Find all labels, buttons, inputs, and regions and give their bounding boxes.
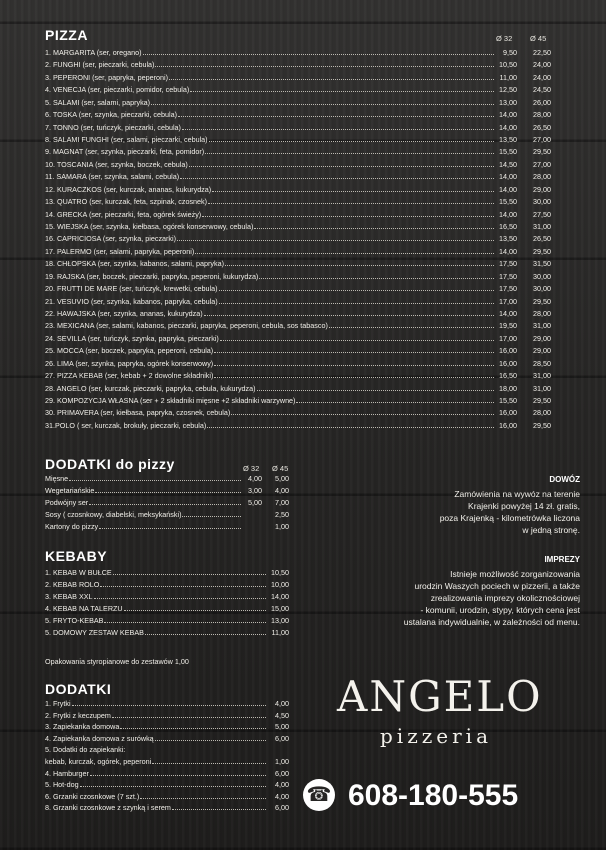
dodatki-pizza-item-price-large: 5,00	[275, 474, 289, 483]
pizza-item-name: 27. PIZZA KEBAB (ser, kebab + 2 dowolne składniki)	[45, 371, 214, 381]
pizza-item-price-small: 16,00	[499, 408, 517, 418]
dodatki-pizza-item-name: Mięsne	[45, 474, 69, 483]
dodatki-pizza-item-name: Podwójny ser	[45, 498, 89, 507]
kebab-item-price: 10,50	[271, 568, 289, 577]
dot-leader	[151, 103, 494, 105]
pizza-item-name: 17. PALERMO (ser, salami, papryka, peperoni)	[45, 246, 195, 256]
dot-leader	[177, 239, 494, 241]
kebab-item-row	[45, 592, 289, 602]
pizza-item-name: 25. MOCCA (ser, boczek, papryka, peperoni, cebula)	[45, 346, 214, 356]
dodatki-item-row	[45, 711, 289, 721]
dot-leader	[182, 515, 241, 517]
dodatki-item-row	[45, 734, 289, 744]
dodatki-item-price: 4,00	[275, 780, 289, 790]
dot-leader	[195, 252, 494, 254]
dodatki-title: DODATKI	[45, 681, 112, 697]
dot-leader	[120, 727, 266, 729]
dodatki-item-row	[45, 722, 289, 732]
pizza-item-name: 26. LIMA (ser, szynka, papryka, ogórek konserwowy)	[45, 358, 214, 368]
pizza-item-price-small: 17,00	[499, 333, 517, 343]
pizza-item-name: 30. PRIMAVERA (ser, kiełbasa, papryka, czosnek, cebula)	[45, 408, 231, 418]
dodatki-item-row	[45, 780, 289, 790]
pizza-item-price-large: 24,50	[533, 85, 551, 95]
pizzeria-subtitle: pizzeria	[380, 724, 492, 748]
kebab-item-row	[45, 616, 289, 626]
telephone-icon: ☎	[303, 779, 335, 811]
dot-leader	[202, 215, 494, 217]
pizza-item-name: 31.POLO ( ser, kurczak, brokuły, pieczarki, cebula)	[45, 420, 207, 430]
pizza-item-price-small: 17,50	[499, 271, 517, 281]
pizza-item-price-large: 29,00	[533, 333, 551, 343]
dodatki-item-price: 6,00	[275, 733, 289, 743]
pizza-item-row	[45, 297, 551, 307]
pizza-item-row	[45, 160, 551, 170]
pizza-item-price-large: 30,00	[533, 271, 551, 281]
dot-leader	[225, 264, 494, 266]
phone-number[interactable]: 608-180-555	[348, 779, 519, 812]
dot-leader	[100, 585, 266, 587]
pizza-item-price-small: 16,00	[499, 358, 517, 368]
pizza-item-price-large: 29,50	[533, 246, 551, 256]
dodatki-pizza-item-price-large: 2,50	[275, 510, 289, 519]
dodatki-item-row	[45, 792, 289, 802]
pizza-size-32-header: Ø 32	[496, 34, 513, 43]
pizza-item-name: 24. SEVILLA (ser, tuńczyk, szynka, papryka, pieczarki)	[45, 333, 219, 343]
pizza-item-price-small: 13,00	[499, 97, 517, 107]
dowoz-text	[320, 488, 580, 536]
pizza-item-name: 7. TONNO (ser, tuńczyk, pieczarki, cebula)	[45, 122, 181, 132]
kebab-item-name: 3. KEBAB XXL	[45, 592, 93, 601]
dodatki-item-name: 3. Zapiekanka domowa	[45, 722, 120, 732]
dodatki-item-price: 6,00	[275, 768, 289, 778]
pizza-item-name: 1. MARGARITA (ser, oregano)	[45, 48, 142, 57]
pizza-item-row	[45, 334, 551, 344]
dot-leader	[113, 573, 266, 575]
kebab-item-row	[45, 580, 289, 590]
dot-leader	[145, 633, 266, 635]
dodatki-item-name: 5. Dodatki do zapiekanki:	[45, 745, 126, 755]
dot-leader	[95, 491, 241, 493]
pizza-item-name: 11. SAMARA (ser, szynka, salami, cebula)	[45, 172, 180, 182]
dot-leader	[89, 503, 241, 505]
dot-leader	[72, 704, 266, 706]
pizza-item-price-small: 17,00	[499, 296, 517, 306]
dot-leader	[155, 739, 266, 741]
pizza-item-name: 19. RAJSKA (ser, boczek, pieczarki, papryka, peperoni, kukurydza)	[45, 271, 259, 281]
kebab-item-row	[45, 628, 289, 638]
pizza-item-price-small: 11,00	[499, 72, 517, 82]
dot-leader	[169, 78, 494, 80]
pizza-item-price-large: 24,00	[533, 72, 551, 82]
dot-leader	[112, 716, 266, 718]
pizza-item-price-small: 14,00	[499, 172, 517, 182]
pizza-item-price-large: 27,00	[533, 135, 551, 144]
dodatki-item-row	[45, 769, 289, 779]
dot-leader	[90, 774, 266, 776]
kebab-item-row	[45, 604, 289, 614]
pizza-item-price-large: 26,50	[533, 234, 551, 244]
angelo-logo: ANGELO	[337, 672, 543, 721]
dot-leader	[155, 65, 494, 67]
dot-leader	[207, 426, 494, 428]
pizza-item-name: 6. TOSKA (ser, szynka, pieczarki, cebula)	[45, 110, 177, 120]
pizza-item-price-small: 18,00	[499, 383, 517, 393]
dodatki-item-name: 2. Frytki z keczupem	[45, 710, 111, 720]
dot-leader	[219, 289, 494, 291]
dot-leader	[259, 277, 494, 279]
dot-leader	[182, 128, 494, 130]
dodatki-item-price: 4,50	[275, 710, 289, 720]
dowoz-title: DOWÓZ	[549, 475, 580, 484]
pizza-item-row	[45, 85, 551, 95]
pizza-item-row	[45, 247, 551, 257]
pizza-item-price-large: 30,00	[533, 197, 551, 207]
pizza-item-row	[45, 110, 551, 120]
pizza-item-row	[45, 259, 551, 269]
kebab-item-price: 14,00	[271, 592, 289, 601]
dodatki-item-row	[45, 757, 289, 767]
dot-leader	[214, 376, 494, 378]
imprezy-line: zrealizowania imprezy okolicznościowej	[430, 593, 580, 603]
pizza-item-row	[45, 98, 551, 108]
pizza-item-price-small: 14,00	[499, 209, 517, 219]
pizza-item-price-small: 10,50	[499, 60, 517, 70]
pizza-item-price-large: 31,00	[533, 383, 551, 393]
pizza-item-price-large: 28,00	[533, 309, 551, 319]
pizza-item-row	[45, 359, 551, 369]
dowoz-line: Krajenki powyżej 14 zł. gratis,	[468, 501, 580, 511]
dodatki-pizza-item-row	[45, 522, 289, 532]
pizza-item-name: 15. WIEJSKA (ser, szynka, kiełbasa, ogórek konserwowy, cebula)	[45, 222, 254, 232]
dodatki-pizza-size-32-header: Ø 32	[243, 464, 260, 473]
dot-leader	[143, 53, 494, 55]
pizza-item-row	[45, 384, 551, 394]
kebab-item-name: 5. DOMOWY ZESTAW KEBAB	[45, 628, 144, 637]
dowoz-line: poza Krajenką - kilometrówka liczona	[439, 513, 580, 523]
dodatki-item-name: 6. Grzanki czosnkowe (7 szt.)	[45, 791, 140, 801]
kebab-item-name: 2. KEBAB ROLO	[45, 580, 100, 589]
pizza-item-name: 16. CAPRICIOSA (ser, szynka, pieczarki)	[45, 234, 177, 244]
pizza-item-name: 23. MEXICANA (ser, salami, kabanos, pieczarki, papryka, peperoni, cebula, sos tabasco)	[45, 321, 328, 331]
pizza-item-row	[45, 185, 551, 195]
dodatki-pizza-title: DODATKI do pizzy	[45, 456, 175, 472]
dodatki-item-name: 4. Zapiekanka domowa z surówką	[45, 733, 154, 743]
dodatki-item-name: kebab, kurczak, ogórek, peperoni	[45, 757, 152, 766]
dot-leader	[190, 90, 494, 92]
dodatki-item-price: 1,00	[275, 757, 289, 766]
pizza-item-price-small: 15,50	[499, 197, 517, 207]
pizza-item-price-small: 14,00	[499, 110, 517, 120]
pizza-item-row	[45, 147, 551, 157]
pizza-item-row	[45, 396, 551, 406]
pizza-item-row	[45, 234, 551, 244]
pizza-item-price-small: 12,50	[499, 85, 517, 95]
kebab-item-name: 1. KEBAB W BUŁCE	[45, 568, 112, 577]
kebab-item-price: 11,00	[271, 628, 289, 637]
dodatki-item-row	[45, 745, 125, 755]
pizza-item-price-large: 26,50	[533, 122, 551, 132]
dodatki-item-row	[45, 699, 289, 709]
dot-leader	[212, 190, 494, 192]
pizza-size-45-header: Ø 45	[530, 34, 547, 43]
pizza-item-price-small: 14,50	[499, 159, 517, 169]
pizza-item-price-small: 17,50	[499, 284, 517, 294]
pizza-item-price-large: 29,50	[533, 396, 551, 406]
dodatki-pizza-item-price-small: 3,00	[248, 486, 262, 495]
pizza-item-price-small: 9,50	[503, 48, 517, 57]
pizza-item-price-large: 28,00	[533, 408, 551, 418]
dot-leader	[296, 401, 494, 403]
pizza-item-row	[45, 197, 551, 207]
pizza-item-price-large: 31,00	[533, 321, 551, 331]
pizza-item-row	[45, 210, 551, 220]
imprezy-line: Istnieje możliwość zorganizowania	[450, 569, 580, 579]
dot-leader	[220, 339, 494, 341]
pizza-item-price-large: 27,00	[533, 159, 551, 169]
pizza-item-name: 10. TOSCANIA (ser, szynka, boczek, cebula)	[45, 159, 188, 169]
pizza-item-row	[45, 421, 551, 431]
pizza-item-row	[45, 172, 551, 182]
dot-leader	[124, 609, 266, 611]
pizza-item-price-small: 16,50	[499, 371, 517, 381]
pizza-item-price-large: 28,00	[533, 110, 551, 120]
dot-leader	[189, 165, 494, 167]
dot-leader	[208, 202, 494, 204]
dodatki-item-price: 4,00	[275, 699, 289, 708]
dodatki-item-price: 4,00	[275, 791, 289, 801]
pizza-item-price-large: 28,50	[533, 358, 551, 368]
pizza-item-name: 9. MAGNAT (ser, szynka, pieczarki, feta, pomidor)	[45, 147, 205, 157]
dot-leader	[172, 808, 266, 810]
pizza-item-price-small: 14,00	[499, 246, 517, 256]
dodatki-pizza-item-name: Kartony do pizzy	[45, 522, 99, 531]
pizza-item-price-large: 28,00	[533, 172, 551, 182]
pizza-item-name: 4. VENECJA (ser, pieczarki, pomidor, cebula)	[45, 85, 190, 95]
pizza-item-name: 22. HAWAJSKA (ser, szynka, ananas, kukurydza)	[45, 309, 203, 319]
dot-leader	[214, 351, 494, 353]
pizza-item-name: 18. CHŁOPSKA (ser, szynka, kabanos, salami, papryka)	[45, 259, 224, 269]
dodatki-pizza-item-row	[45, 486, 289, 496]
imprezy-title: IMPREZY	[544, 555, 580, 564]
pizza-item-price-small: 17,50	[499, 259, 517, 269]
pizza-item-name: 3. PEPERONI (ser, papryka, peperoni)	[45, 72, 169, 82]
pizza-item-price-large: 31,00	[533, 371, 551, 381]
dot-leader	[257, 389, 494, 391]
dot-leader	[104, 621, 266, 623]
imprezy-text	[280, 568, 580, 628]
dodatki-item-name: 1. Frytki	[45, 699, 71, 708]
dot-leader	[329, 326, 494, 328]
imprezy-line: ustalana indywidualnie, w zależności od menu.	[403, 617, 580, 627]
kebab-item-row	[45, 568, 289, 578]
dodatki-item-name: 4. Hamburger	[45, 768, 89, 778]
pizza-item-price-large: 29,00	[533, 346, 551, 356]
dodatki-pizza-item-name: Sosy ( czosnkowy, diabelski, meksykański)	[45, 510, 182, 519]
pizza-item-name: 12. KURACZKOS (ser, kurczak, ananas, kukurydza)	[45, 184, 212, 194]
kebab-item-price: 10,00	[271, 580, 289, 589]
dot-leader	[204, 314, 494, 316]
pizza-item-row	[45, 408, 551, 418]
pizza-item-price-small: 15,50	[499, 147, 517, 157]
dot-leader	[94, 597, 266, 599]
imprezy-line: urodzin Waszych pociech w pizzerii, a także	[414, 581, 580, 591]
dodatki-item-price: 5,00	[275, 722, 289, 732]
pizza-item-price-small: 13,50	[499, 135, 517, 144]
dot-leader	[180, 177, 494, 179]
dot-leader	[140, 797, 266, 799]
dot-leader	[205, 152, 494, 154]
pizza-item-name: 28. ANGELO (ser, kurczak, pieczarki, papryka, cebula, kukurydza)	[45, 383, 256, 393]
dodatki-item-price: 6,00	[275, 803, 289, 813]
pizza-item-name: 8. SALAMI FUNGHI (ser, salami, pieczarki, cebula)	[45, 135, 208, 144]
dodatki-pizza-item-price-small: 5,00	[248, 498, 262, 507]
pizza-item-name: 29. KOMPOZYCJA WŁASNA (ser + 2 składniki mięsne +2 składniki warzywne)	[45, 396, 296, 406]
dodatki-pizza-item-price-large: 4,00	[275, 486, 289, 495]
dodatki-item-row	[45, 803, 289, 813]
pizza-item-price-small: 13,50	[499, 234, 517, 244]
dot-leader	[254, 227, 494, 229]
pizza-item-price-large: 31,00	[533, 222, 551, 232]
pizza-item-price-small: 16,00	[499, 420, 517, 430]
pizza-item-name: 2. FUNGHI (ser, pieczarki, cebula)	[45, 60, 155, 70]
dot-leader	[152, 762, 266, 764]
pizza-item-price-large: 29,50	[533, 147, 551, 157]
kebab-item-price: 15,00	[271, 604, 289, 613]
pizza-item-price-large: 24,00	[533, 60, 551, 70]
kebab-item-price: 13,00	[271, 616, 289, 625]
dowoz-line: Zamówienia na wywóz na terenie	[454, 489, 580, 499]
pizza-item-row	[45, 321, 551, 331]
dodatki-pizza-item-price-small: 4,00	[248, 474, 262, 483]
dot-leader	[80, 785, 266, 787]
pizza-item-price-small: 14,00	[499, 309, 517, 319]
dodatki-pizza-item-price-large: 1,00	[275, 522, 289, 531]
pizza-item-name: 14. GRECKA (ser, pieczarki, feta, ogórek świeży)	[45, 209, 202, 219]
dodatki-pizza-item-row	[45, 474, 289, 484]
dodatki-pizza-item-name: Wegetariańskie	[45, 486, 95, 495]
pizza-item-row	[45, 284, 551, 294]
dot-leader	[214, 364, 494, 366]
pizza-item-price-large: 29,50	[533, 296, 551, 306]
pizza-item-name: 21. VESUVIO (ser, szynka, kabanos, papryka, cebula)	[45, 296, 218, 306]
dot-leader	[231, 413, 494, 415]
dowoz-line: w jedną stronę.	[522, 525, 580, 535]
pizza-item-row	[45, 73, 551, 83]
pizza-item-price-large: 29,50	[533, 420, 551, 430]
dodatki-pizza-size-45-header: Ø 45	[272, 464, 289, 473]
pizza-item-price-small: 16,00	[499, 346, 517, 356]
kebab-item-name: 5. FRYTO-KEBAB	[45, 616, 104, 625]
pizza-item-price-small: 14,00	[499, 122, 517, 132]
pizza-item-row	[45, 222, 551, 232]
pizza-item-name: 5. SALAMI (ser, salami, papryka)	[45, 97, 151, 107]
dot-leader	[178, 115, 494, 117]
kebaby-title: KEBABY	[45, 548, 108, 564]
pizza-item-name: 20. FRUTTI DE MARE (ser, tuńczyk, krewetki, cebula)	[45, 284, 218, 294]
pizza-item-price-large: 26,00	[533, 97, 551, 107]
pizza-item-row	[45, 346, 551, 356]
dot-leader	[219, 302, 494, 304]
pizza-item-price-large: 22,50	[533, 48, 551, 57]
dodatki-pizza-item-price-large: 7,00	[275, 498, 289, 507]
pizza-item-row	[45, 48, 551, 58]
pizza-item-price-small: 15,50	[499, 396, 517, 406]
dodatki-item-name: 5. Hot-dog	[45, 780, 79, 790]
pizza-item-price-large: 30,00	[533, 284, 551, 294]
dot-leader	[99, 527, 241, 529]
pizza-item-price-large: 31,50	[533, 259, 551, 269]
pizza-item-row	[45, 272, 551, 282]
kebab-item-name: 4. KEBAB NA TALERZU	[45, 604, 123, 613]
pizza-item-price-small: 16,50	[499, 222, 517, 232]
pizza-item-row	[45, 135, 551, 145]
pizza-item-price-small: 14,00	[499, 184, 517, 194]
pizza-item-row	[45, 123, 551, 133]
pizza-item-row	[45, 309, 551, 319]
dodatki-pizza-item-row	[45, 498, 289, 508]
dodatki-pizza-item-row	[45, 510, 289, 520]
pizza-item-price-small: 19,50	[499, 321, 517, 331]
pizza-title: PIZZA	[45, 27, 88, 43]
pizza-item-price-large: 29,00	[533, 184, 551, 194]
imprezy-line: - komunii, urodzin, stypy, których cena jest	[420, 605, 580, 615]
pizza-item-price-large: 27,50	[533, 209, 551, 219]
pizza-item-name: 13. QUATRO (ser, kurczak, feta, szpinak, czosnek)	[45, 197, 208, 207]
dot-leader	[69, 479, 241, 481]
pizza-item-row	[45, 60, 551, 70]
dot-leader	[209, 140, 494, 142]
pizza-item-row	[45, 371, 551, 381]
packaging-note: Opakowania styropianowe do zestawów 1,00	[45, 657, 189, 666]
dodatki-item-name: 8. Grzanki czosnkowe z szynką i serem	[45, 803, 171, 813]
